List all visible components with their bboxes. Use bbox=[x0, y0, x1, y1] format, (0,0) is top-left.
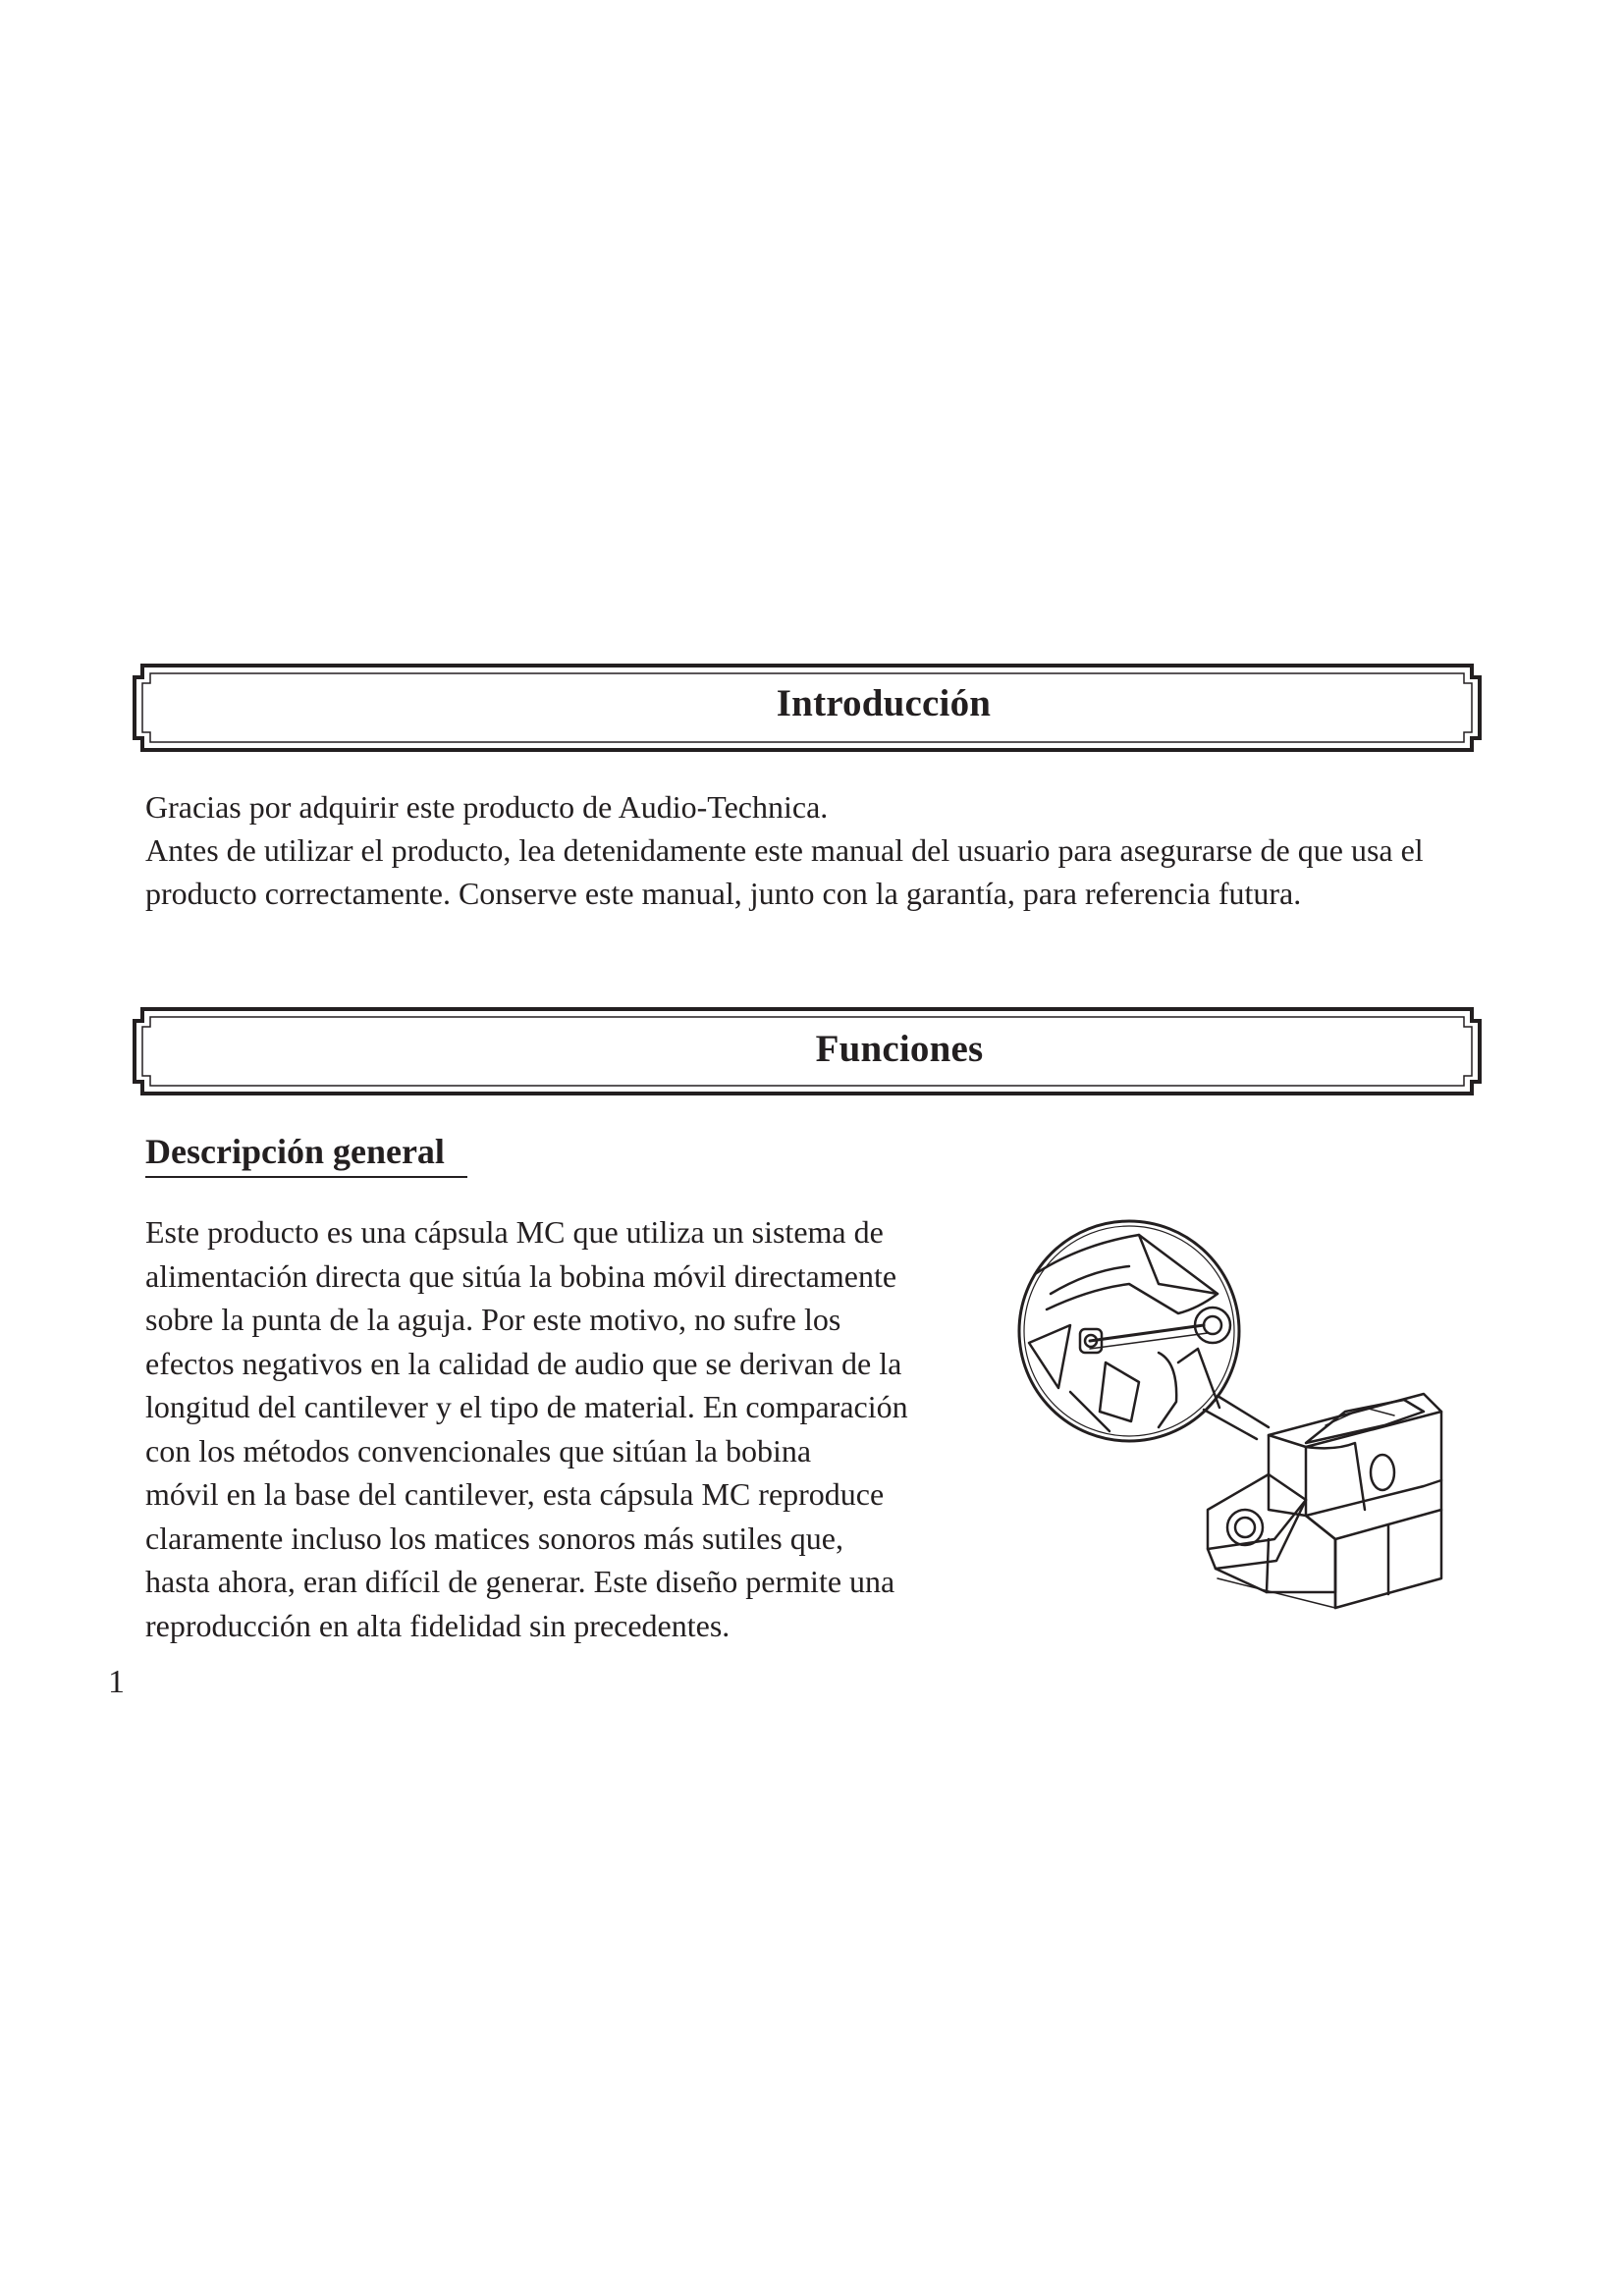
desc-line: hasta ahora, eran difícil de generar. Este diseño permite una bbox=[145, 1564, 895, 1599]
page-number: 1 bbox=[108, 1664, 125, 1700]
introduccion-body bbox=[145, 785, 1500, 915]
intro-paragraph-1: Gracias por adquirir este producto de Audio-Technica. bbox=[145, 789, 829, 825]
funciones-title: Funciones bbox=[815, 1028, 984, 1070]
desc-line: claramente incluso los matices sonoros más sutiles que, bbox=[145, 1520, 843, 1556]
desc-line: móvil en la base del cantilever, esta cápsula MC reproduce bbox=[145, 1476, 885, 1512]
desc-line: sobre la punta de la aguja. Por este motivo, no sufre los bbox=[145, 1302, 841, 1337]
introduccion-title: Introducción bbox=[776, 682, 992, 724]
introduccion-header bbox=[131, 660, 1484, 756]
descripcion-body bbox=[145, 1210, 990, 1647]
descripcion-general-heading: Descripción general bbox=[145, 1131, 467, 1178]
desc-line: efectos negativos en la calidad de audio que se derivan de la bbox=[145, 1345, 902, 1381]
desc-line: longitud del cantilever y el tipo de material. En comparación bbox=[145, 1389, 908, 1424]
desc-line: reproducción en alta fidelidad sin precedentes. bbox=[145, 1607, 731, 1643]
desc-line: Este producto es una cápsula MC que utiliza un sistema de bbox=[145, 1214, 884, 1250]
desc-line: con los métodos convencionales que sitúan la bobina bbox=[145, 1432, 812, 1468]
cartridge-illustration-icon bbox=[1011, 1215, 1483, 1657]
funciones-header bbox=[131, 1003, 1484, 1099]
intro-paragraph-2: Antes de utilizar el producto, lea detenidamente este manual del usuario para asegurarse de que usa el producto correctamente. Conserve este manual, junto con la garantía, para referencia futura. bbox=[145, 832, 1424, 911]
desc-line: alimentación directa que sitúa la bobina móvil directamente bbox=[145, 1257, 897, 1294]
